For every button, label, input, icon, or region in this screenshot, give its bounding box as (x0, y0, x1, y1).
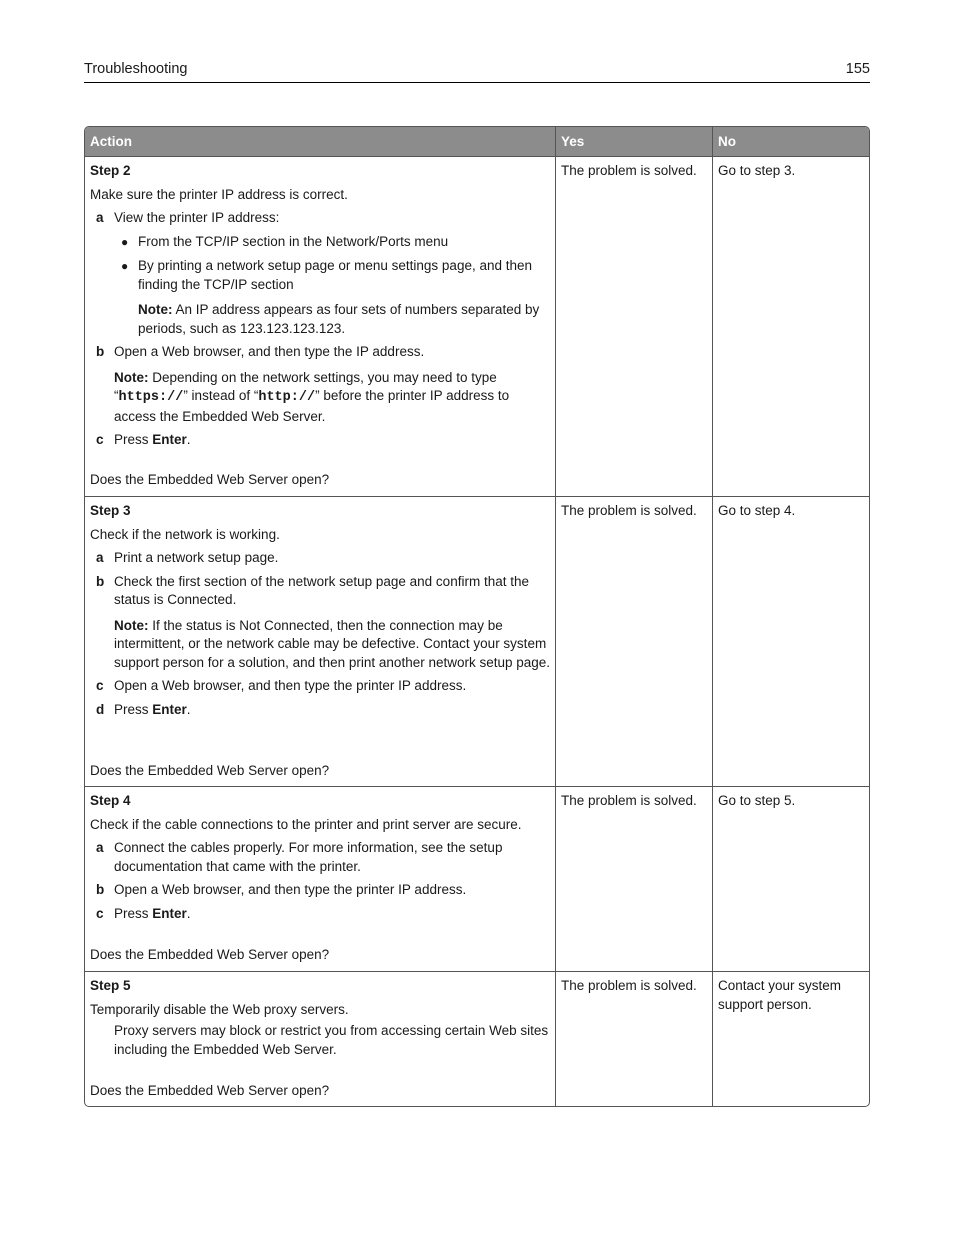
substep-text: Check the first section of the network setup page and confirm that the status is Connected. (114, 573, 529, 607)
step-heading: Step 3 (90, 503, 131, 518)
substep-text: Open a Web browser, and then type the printer IP address. (114, 678, 467, 693)
step-intro: Temporarily disable the Web proxy servers. (90, 1001, 349, 1017)
substep-c: c Press Enter. (90, 431, 552, 450)
table-header-row (85, 127, 869, 156)
substep-b (90, 343, 552, 362)
substep-letter: b (96, 573, 105, 589)
note-text: An IP address appears as four sets of numbers separated by periods, such as 123.123.123.123. (138, 302, 540, 336)
row-divider (85, 786, 869, 787)
note-text: If the status is Not Connected, then the connection may be intermittent, or the network cable may be defective. Contact your system support person for a solution, and then print another network setup page. (114, 617, 551, 670)
step-heading: Step 4 (90, 793, 131, 808)
step-intro: Make sure the printer IP address is correct. (90, 186, 348, 202)
yes-cell: The problem is solved. (561, 793, 697, 808)
substep-text: Open a Web browser, and then type the printer IP address. (114, 882, 467, 897)
page-number: 155 (845, 61, 870, 77)
substep-text: Press (114, 701, 153, 717)
substep-d: d Press Enter. (90, 701, 552, 720)
substep-text: Connect the cables properly. For more information, see the setup documentation that came with the printer. (114, 840, 503, 874)
step-intro: Check if the network is working. (90, 526, 280, 542)
column-divider (555, 127, 556, 1106)
key-name: Enter (152, 701, 187, 717)
substep-letter: c (96, 432, 104, 447)
substep-letter: d (96, 701, 105, 717)
table-row (90, 502, 552, 719)
step-detail: Proxy servers may block or restrict you from accessing certain Web sites including the Embedded Web Server. (114, 1023, 549, 1057)
no-cell: Go to step 5. (718, 793, 796, 808)
yes-cell: The problem is solved. (561, 978, 697, 993)
substep-letter: a (96, 840, 104, 855)
column-header-action: Action (90, 134, 132, 149)
substep-letter: c (96, 905, 104, 921)
step-heading: Step 2 (90, 163, 131, 178)
code-http: http:// (258, 390, 316, 405)
troubleshooting-table (84, 126, 870, 1107)
substep-a (90, 839, 552, 876)
substep-b (90, 573, 552, 610)
step-intro: Check if the cable connections to the printer and print server are secure. (90, 816, 522, 832)
substep-letter: b (96, 882, 105, 897)
question: Does the Embedded Web Server open? (90, 763, 330, 778)
column-header-no: No (718, 134, 736, 149)
bullet-text: By printing a network setup page or menu settings page, and then finding the TCP/IP section (138, 258, 533, 292)
no-cell: Go to step 3. (718, 163, 796, 178)
substep-b (90, 881, 552, 900)
no-cell: Go to step 4. (718, 503, 796, 518)
substep-text: View the printer IP address: (114, 210, 280, 225)
key-name: Enter (152, 432, 187, 447)
key-name: Enter (152, 905, 187, 921)
substep-letter: a (96, 210, 104, 225)
note-text: Depending on the network settings, you may need to type “ (114, 369, 497, 403)
substep-letter: a (96, 550, 104, 565)
question: Does the Embedded Web Server open? (90, 472, 330, 487)
substep-c: c Press Enter. (90, 905, 552, 924)
bullet-icon: ● (121, 259, 129, 273)
row-divider (85, 496, 869, 497)
column-divider (712, 127, 713, 1106)
yes-cell: The problem is solved. (561, 163, 697, 178)
substep-a (90, 209, 552, 228)
column-header-yes: Yes (561, 134, 585, 149)
table-row (90, 977, 552, 1059)
question: Does the Embedded Web Server open? (90, 1083, 330, 1098)
bullet-item (90, 257, 552, 294)
note (90, 617, 552, 673)
note-label: Note: (114, 369, 149, 385)
code-https: https:// (118, 390, 184, 405)
substep-c (90, 677, 552, 696)
substep-letter: b (96, 344, 105, 359)
running-header (84, 58, 870, 83)
substep-text: Print a network setup page. (114, 550, 279, 565)
section-title: Troubleshooting (84, 61, 188, 77)
note-label: Note: (138, 302, 173, 317)
substep-text: Open a Web browser, and then type the IP address. (114, 344, 425, 359)
table-row (90, 792, 552, 923)
row-divider (85, 156, 869, 157)
substep-letter: c (96, 678, 104, 693)
row-divider (85, 971, 869, 972)
substep-text: Press (114, 432, 153, 447)
note-label: Note: (114, 617, 149, 633)
bullet-item (90, 233, 552, 252)
yes-cell: The problem is solved. (561, 503, 697, 518)
substep-text: Press (114, 905, 153, 921)
question: Does the Embedded Web Server open? (90, 947, 330, 962)
note (90, 301, 552, 338)
note-text: ” instead of “ (183, 388, 259, 403)
substep-a (90, 549, 552, 568)
bullet-text: From the TCP/IP section in the Network/Ports menu (138, 233, 449, 249)
no-cell: Contact your system support person. (718, 978, 842, 1012)
step-heading: Step 5 (90, 978, 131, 993)
note-text: ” before the printer IP address to access the Embedded Web Server. (114, 388, 510, 424)
note (90, 369, 552, 427)
bullet-icon: ● (121, 234, 129, 249)
table-row (90, 162, 552, 450)
